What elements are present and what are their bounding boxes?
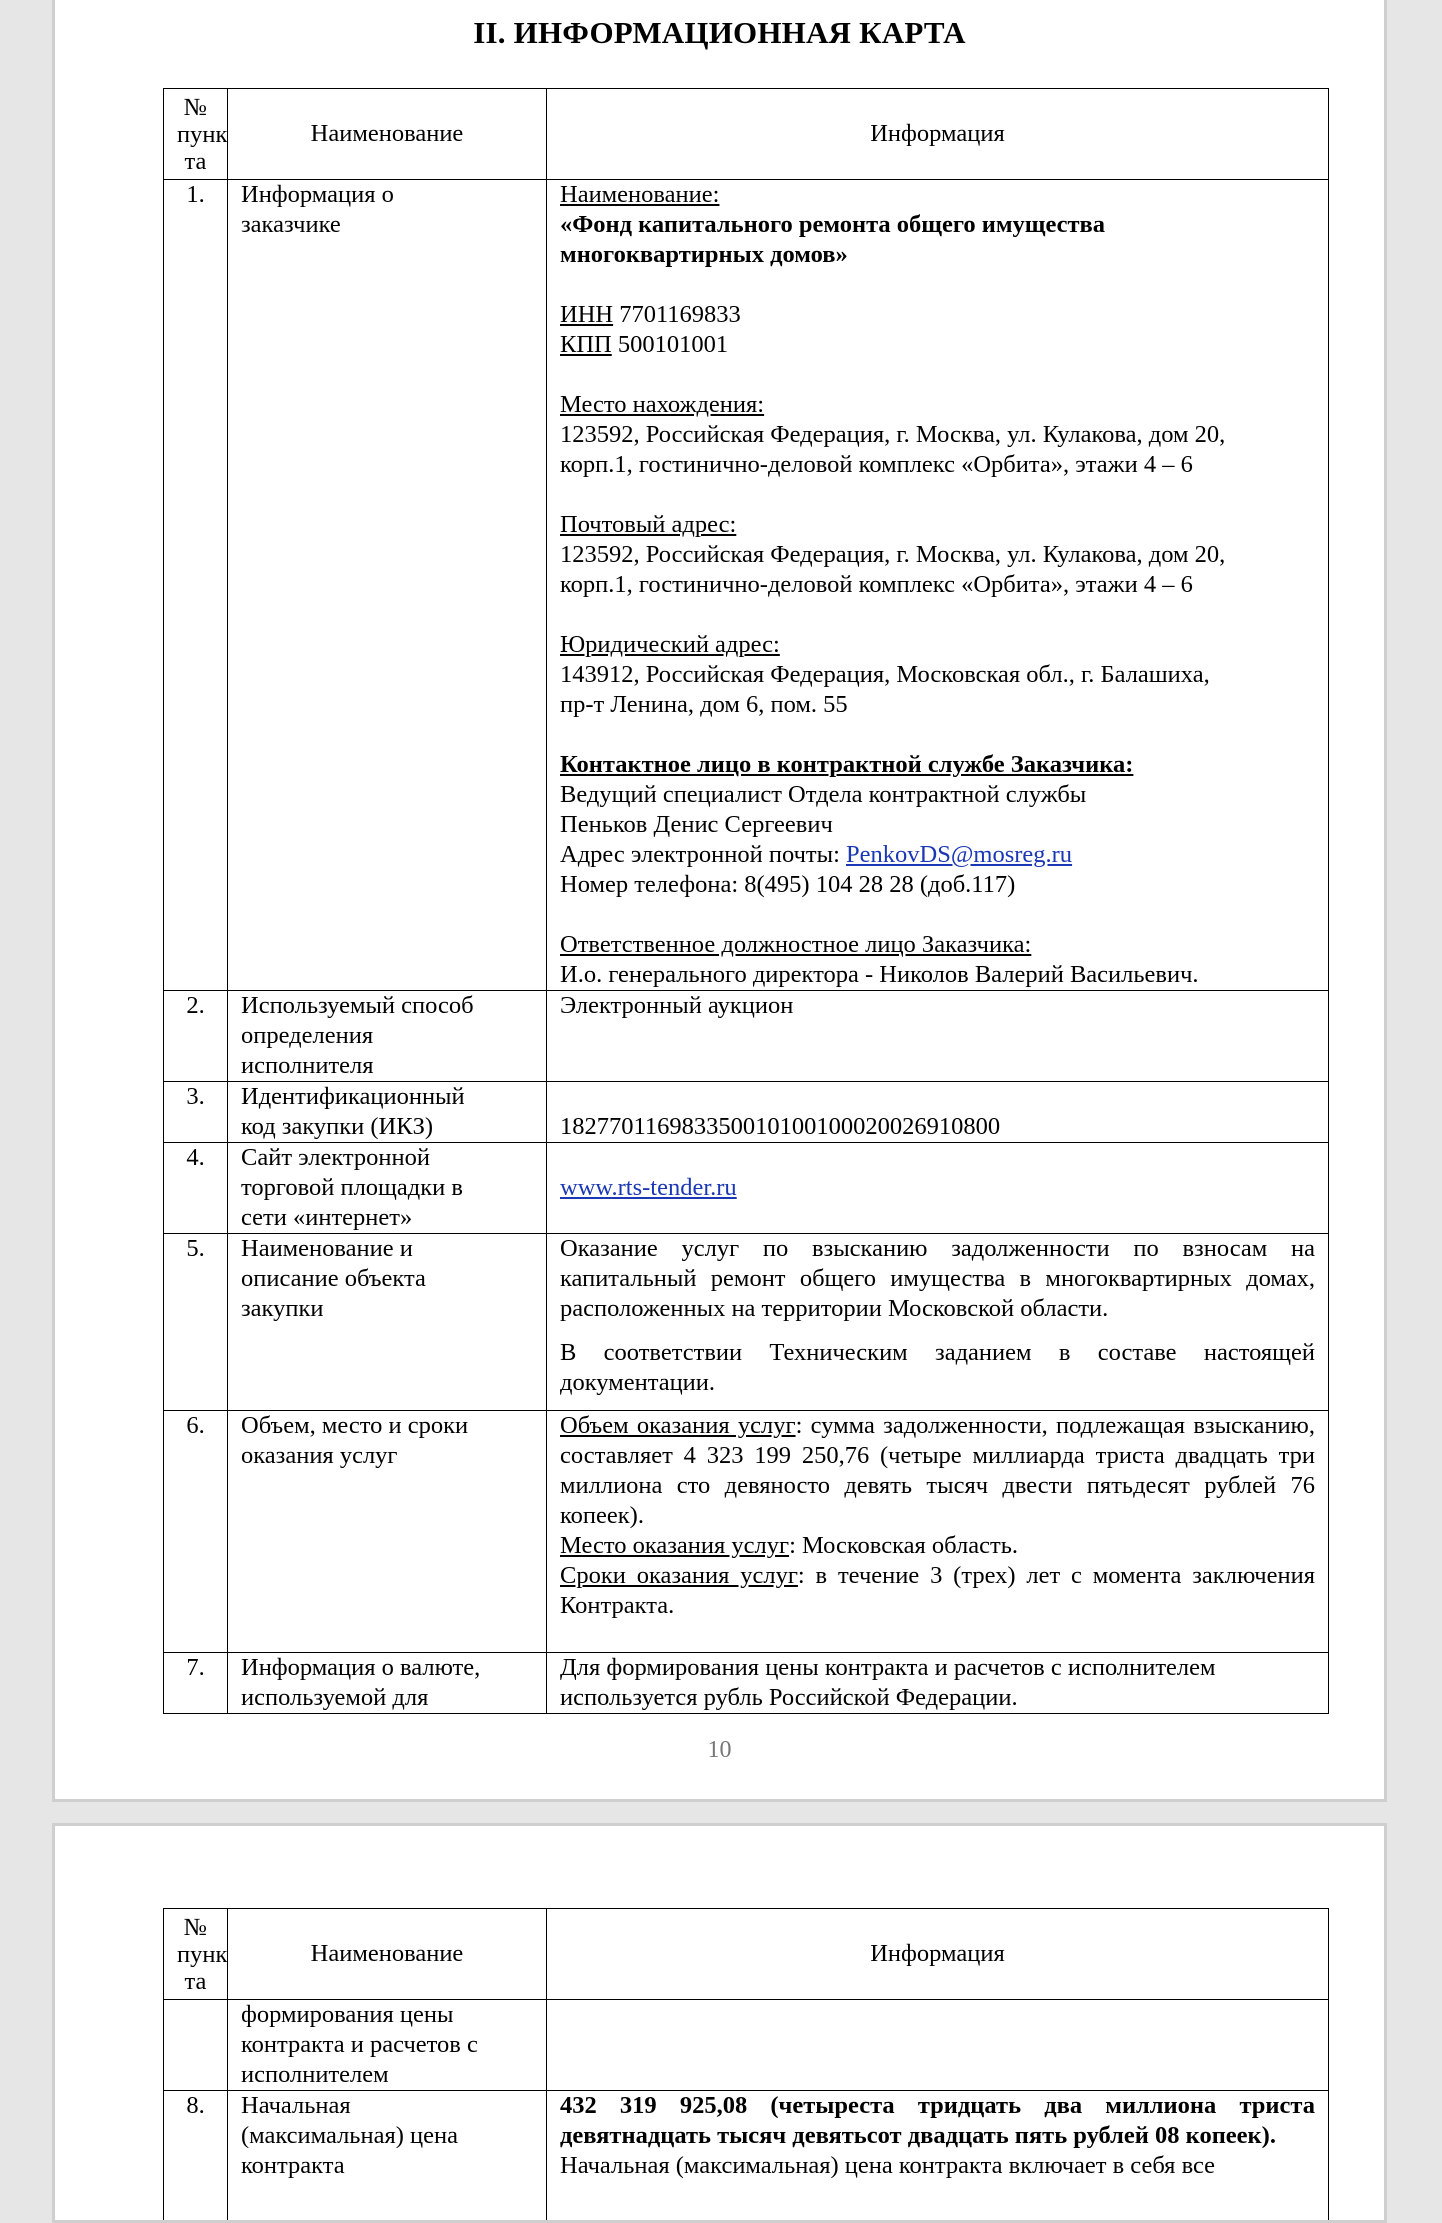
table-row-3	[164, 1082, 1329, 1143]
max-contract-price: 432 319 925,08 (четыреста тридцать два миллиона триста девятнадцать тысяч девятьсот двадцать пять рублей 08 копеек). Начальная (максимальная) цена контракта включает в себя все	[547, 2091, 1329, 2223]
info-card-table-continued	[163, 1908, 1329, 2223]
header-num: № пунк та	[164, 1909, 228, 2000]
row-number: 4.	[164, 1143, 228, 1234]
document-page-1	[52, 0, 1387, 1802]
legal-label: Юридический адрес:	[560, 630, 1315, 660]
page-number: 10	[55, 1737, 1384, 1764]
contact-email: Адрес электронной почты: PenkovDS@mosreg.ru	[560, 840, 1315, 870]
contact-name: Пеньков Денис Сергеевич	[560, 810, 1315, 840]
header-info: Информация	[547, 1909, 1329, 2000]
contact-phone: Номер телефона: 8(495) 104 28 28 (доб.117)	[560, 870, 1315, 900]
org-name: «Фонд капитального ремонта общего имущества	[560, 210, 1315, 240]
row-name: Начальная (максимальная) цена контракта	[228, 2091, 547, 2223]
contact-label: Контактное лицо в контрактной службе Заказчика:	[560, 750, 1315, 780]
row-name: Наименование и описание объекта закупки	[228, 1234, 547, 1411]
row-name: Объем, место и сроки оказания услуг	[228, 1411, 547, 1653]
header-name: Наименование	[228, 89, 547, 180]
procurement-code: 182770116983350010100100020026910800	[547, 1082, 1329, 1143]
email-link[interactable]: PenkovDS@mosreg.ru	[846, 841, 1072, 868]
row-number: 1.	[164, 180, 228, 991]
row-number: 3.	[164, 1082, 228, 1143]
table-row-5	[164, 1234, 1329, 1411]
row-name: Используемый способ определения исполнителя	[228, 991, 547, 1082]
row-number: 5.	[164, 1234, 228, 1411]
table-header-row	[164, 89, 1329, 180]
row-number: 8.	[164, 2091, 228, 2223]
row-number: 6.	[164, 1411, 228, 1653]
header-info: Информация	[547, 89, 1329, 180]
header-num: № пунк та	[164, 89, 228, 180]
table-row-1	[164, 180, 1329, 991]
info-card-table	[163, 88, 1329, 1714]
document-page-2	[52, 1823, 1387, 2223]
row-number: 2.	[164, 991, 228, 1082]
service-volume-place-term: Объем оказания услуг: сумма задолженности, подлежащая взысканию, составляет 4 323 199 250,76 (четыре миллиарда триста двадцать три миллиона сто девяносто девять тысяч двести пятьдесят рублей 76 копеек). Место оказания услуг: Московская область. Сроки оказания услуг: в течение 3 (трех) лет с момента заключения Контракта.	[547, 1411, 1329, 1653]
platform-link[interactable]: www.rts-tender.ru	[560, 1174, 737, 1201]
procurement-method: Электронный аукцион	[547, 991, 1329, 1082]
table-header-row	[164, 1909, 1329, 2000]
platform-site	[547, 1143, 1329, 1234]
table-row-7	[164, 1653, 1329, 1714]
table-row-2	[164, 991, 1329, 1082]
row-name: Идентификационный код закупки (ИКЗ)	[228, 1082, 547, 1143]
procurement-object: Оказание услуг по взысканию задолженности по взносам на капитальный ремонт общего имущества в многоквартирных домах, расположенных на территории Московской области. В соответствии Техническим заданием в составе настоящей документации.	[547, 1234, 1329, 1411]
row-name: Сайт электронной торговой площадки в сети «интернет»	[228, 1143, 547, 1234]
currency-info: Для формирования цены контракта и расчетов с исполнителем используется рубль Российской Федерации.	[547, 1653, 1329, 1714]
inn: ИНН 7701169833	[560, 300, 1315, 330]
table-row-7-continued	[164, 2000, 1329, 2091]
customer-info: Наименование: «Фонд капитального ремонта общего имущества многоквартирных домов» ИНН 7701169833 КПП 500101001 Место нахождения: 123592, Российская Федерация, г. Москва, ул. Кулакова, дом 20, корп.1, гостинично-деловой комплекс «Орбита», этажи 4 – 6 Почтовый адрес: 123592, Российская Федерация, г. Москва, ул. Кулакова, дом 20, корп.1, гостинично-деловой комплекс «Орбита», этажи 4 – 6 Юридический адрес: 143912, Российская Федерация, Московская обл., г. Балашиха, пр-т Ленина, дом 6, пом. 55 Контактное лицо в контрактной службе Заказчика: Ведущий специалист Отдела контрактной службы Пеньков Денис Сергеевич Адрес электронной почты: PenkovDS@mosreg.ru Номер телефона: 8(495) 104 28 28 (доб.117) Ответственное должностное лицо Заказчика: И.о. генерального директора - Николов Валерий Васильевич.	[547, 180, 1329, 991]
responsible-label: Ответственное должностное лицо Заказчика:	[560, 930, 1315, 960]
postal-label: Почтовый адрес:	[560, 510, 1315, 540]
table-row-4	[164, 1143, 1329, 1234]
row-number: 7.	[164, 1653, 228, 1714]
responsible-person: И.о. генерального директора - Николов Валерий Васильевич.	[560, 960, 1315, 990]
kpp: КПП 500101001	[560, 330, 1315, 360]
row-name: Информация о валюте, используемой для	[228, 1653, 547, 1714]
name-label: Наименование:	[560, 180, 1315, 210]
row-name: Информация о заказчике	[228, 180, 547, 991]
section-title: II. ИНФОРМАЦИОННАЯ КАРТА	[55, 15, 1384, 51]
row-name: формирования цены контракта и расчетов с исполнителем	[228, 2000, 547, 2091]
table-row-8	[164, 2091, 1329, 2223]
header-name: Наименование	[228, 1909, 547, 2000]
table-row-6	[164, 1411, 1329, 1653]
location-label: Место нахождения:	[560, 390, 1315, 420]
contact-position: Ведущий специалист Отдела контрактной службы	[560, 780, 1315, 810]
